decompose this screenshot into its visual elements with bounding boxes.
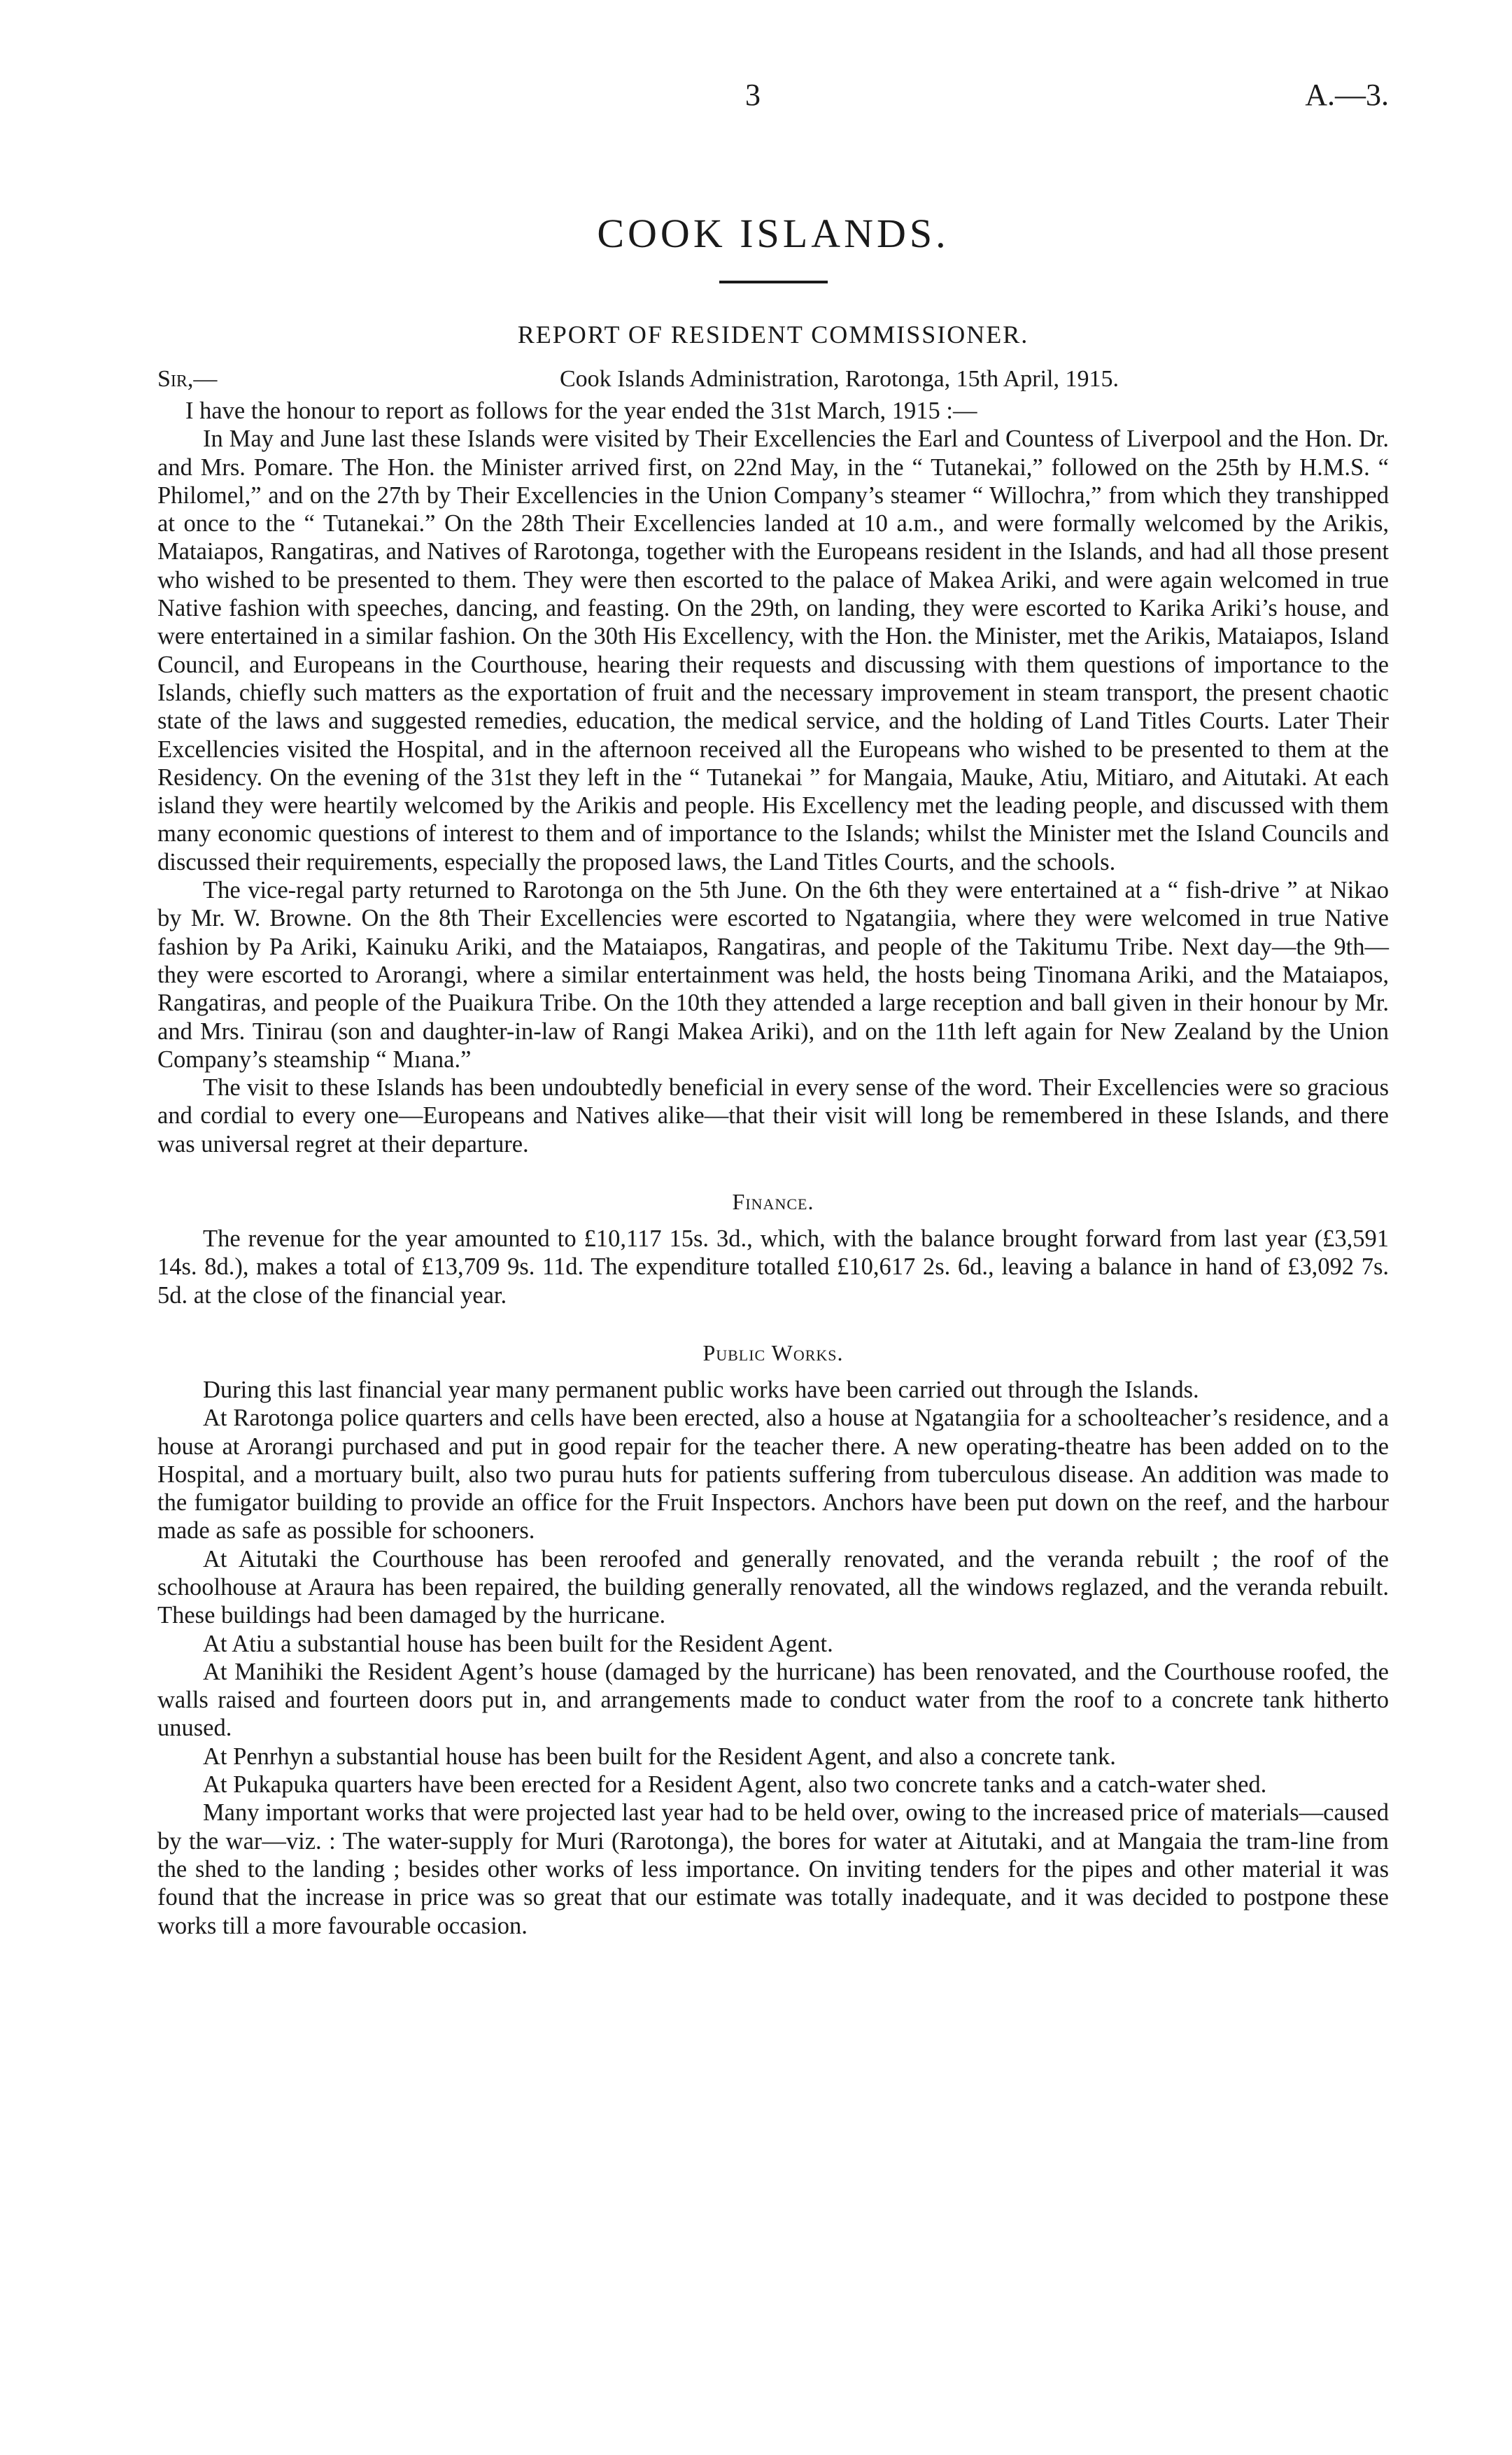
page-number: 3	[745, 78, 761, 112]
body-paragraph: Many important works that were projected last year had to be held over, owing to the increased price of materials—caused by the war—viz. : The water-supply for Muri (Rarotonga), the bores for water at Aitutaki, and at Mangaia the tram-line from the shed to the landing ; besides other works of less importance. On inviting tenders for the pipes and other material it was found that the increase in price was so great that our estimate was totally inadequate, and it was decided to postpone these works till a more favourable occasion.	[157, 1799, 1389, 1939]
page-title: COOK ISLANDS.	[597, 211, 949, 256]
public-works-section	[157, 1340, 1389, 1940]
body-paragraph: The visit to these Islands has been undoubtedly beneficial in every sense of the word. Their Excellencies were so gracious and cordial to every one—Europeans and Natives alike—that their visit will long be remembered in these Islands, and there was universal regret at their departure.	[157, 1074, 1389, 1158]
title-divider	[719, 281, 828, 283]
body-paragraph: At Rarotonga police quarters and cells have been erected, also a house at Ngatangiia for a schoolteacher’s residence, and a house at Arorangi purchased and put in good repair for the teacher there. A new operating-theatre has been added on to the Hospital, and a mortuary built, also two purau huts for patients suffering from tuberculous disease. An addition was made to the fumigator building to provide an office for the Fruit Inspectors. Anchors have been put down on the reef, and the harbour made as safe as possible for schooners.	[157, 1405, 1389, 1545]
body-paragraph: At Penrhyn a substantial house has been built for the Resident Agent, and also a concrete tank.	[203, 1743, 1116, 1770]
body-paragraph: At Pukapuka quarters have been erected for a Resident Agent, also two concrete tanks and a catch-water shed.	[203, 1771, 1267, 1799]
page-header	[157, 77, 1389, 119]
body-paragraph: The vice-regal party returned to Rarotonga on the 5th June. On the 6th they were entertained at a “ fish-drive ” at Nikao by Mr. W. Browne. On the 8th Their Excellencies were escorted to Ngatangiia, where they were welcomed in true Native fashion by Pa Ariki, Kainuku Ariki, and the Mataiapos, Rangatiras, and people of the Takitumu Tribe. Next day—the 9th—they were escorted to Arorangi, where a similar entertainment was held, the hosts being Tinomana Ariki, and the Mataiapos, Rangatiras, and people of the Puaikura Tribe. On the 10th they attended a large reception and ball given in their honour by Mr. and Mrs. Tinirau (son and daughter-in-law of Rangi Makea Ariki), and on the 11th left again for New Zealand by the Union Company’s steamship “ Mıana.”	[157, 877, 1389, 1073]
body-paragraph: At Manihiki the Resident Agent’s house (damaged by the hurricane) has been renovated, and the Courthouse roofed, the walls raised and fourteen doors put in, and arrangements made to conduct water from the roof to a concrete tank hitherto unused.	[157, 1658, 1389, 1742]
body-paragraph: At Aitutaki the Courthouse has been reroofed and generally renovated, and the veranda rebuilt ; the roof of the schoolhouse at Araura has been repaired, the building generally renovated, all the windows reglazed, and the veranda rebuilt. These buildings had been damaged by the hurricane.	[157, 1545, 1389, 1629]
body-paragraph: The revenue for the year amounted to £10,117 15s. 3d., which, with the balance brought forward from last year (£3,591 14s. 8d.), makes a total of £13,709 9s. 11d. The expenditure totalled £10,617 2s. 6d., leaving a balance in hand of £3,092 7s. 5d. at the close of the financial year.	[157, 1225, 1389, 1309]
document-reference: A.—3.	[1305, 78, 1389, 112]
section-heading-public-works: Public Works.	[702, 1339, 844, 1365]
dateline: Cook Islands Administration, Rarotonga, 15th April, 1915.	[560, 366, 1119, 392]
section-heading-finance: Finance.	[732, 1189, 814, 1215]
document-page	[157, 77, 1389, 1940]
body-paragraph: During this last financial year many permanent public works have been carried out through the Islands.	[203, 1376, 1199, 1403]
vice-regal-visit-section	[157, 425, 1389, 1158]
letter-opening	[157, 366, 1389, 397]
body-paragraph: In May and June last these Islands were visited by Their Excellencies the Earl and Countess of Liverpool and the Hon. Dr. and Mrs. Pomare. The Hon. the Minister arrived first, on 22nd May, in the “ Tutanekai,” followed on the 25th by H.M.S. “ Philomel,” and on the 27th by Their Excellencies in the Union Company’s steamer “ Willochra,” from which they transhipped at once to the “ Tutanekai.” On the 28th Their Excellencies landed at 10 a.m., and were formally welcomed by the Arikis, Mataiapos, Rangatiras, and Natives of Rarotonga, together with the Europeans resident in the Islands, and had all those present who wished to be presented to them. They were then escorted to the palace of Makea Ariki, and were again welcomed in true Native fashion with speeches, dancing, and feasting. On the 29th, on landing, they were escorted to Karika Ariki’s house, and were entertained in a similar fashion. On the 30th His Excellency, with the Hon. the Minister, met the Arikis, Mataiapos, Island Council, and Europeans in the Courthouse, hearing their requests and discussing with them questions of importance to the Islands, chiefly such matters as the exportation of fruit and the necessary improvement in steam transport, the present chaotic state of the laws and suggested remedies, education, the medical service, and the holding of Land Titles Courts. Later Their Excellencies visited the Hospital, and in the afternoon received all the Europeans who wished to be presented to them at the Residency. On the evening of the 31st they left in the “ Tutanekai ” for Mangaia, Mauke, Atiu, Mitiaro, and Aitutaki. At each island they were heartily welcomed by the Arikis and people. His Excellency met the leading people, and discussed with them many economic questions of interest to them and of importance to the Islands; whilst the Minister met the Island Councils and discussed their requirements, especially the proposed laws, the Land Titles Courts, and the schools.	[157, 425, 1389, 875]
intro-paragraph: I have the honour to report as follows for the year ended the 31st March, 1915 :—	[185, 398, 977, 424]
body-paragraph: At Atiu a substantial house has been built for the Resident Agent.	[203, 1630, 833, 1657]
salutation: Sir,—	[157, 366, 218, 392]
report-subtitle: REPORT OF RESIDENT COMMISSIONER.	[517, 321, 1029, 349]
finance-section	[157, 1189, 1389, 1309]
